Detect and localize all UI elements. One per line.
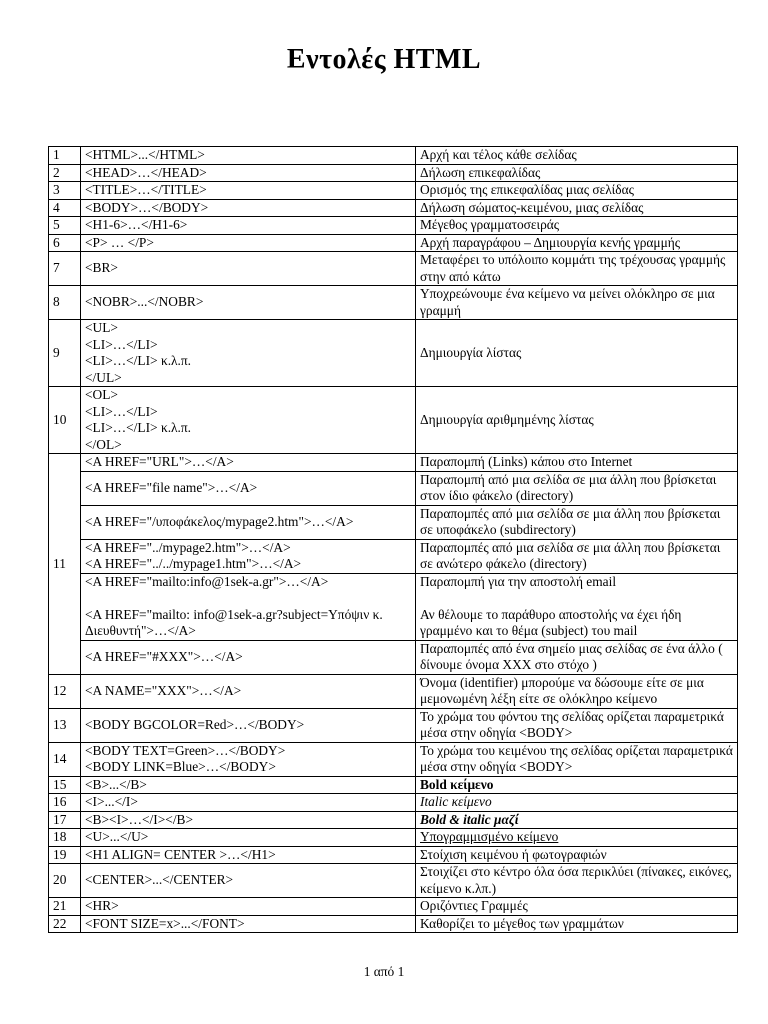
page-number: 1 από 1 (363, 964, 405, 979)
tag-line: </OL> (85, 436, 122, 452)
table-row (49, 286, 738, 320)
tag-cell: <HR> (81, 898, 416, 916)
row-number: 19 (49, 846, 81, 864)
description-cell: Καθορίζει το μέγεθος των γραμμάτων (416, 915, 738, 933)
table-row (49, 471, 738, 505)
tag-line: <BODY LINK=Blue>…</BODY> (85, 759, 276, 774)
row-number: 21 (49, 898, 81, 916)
description-cell: Δημιουργία λίστας (416, 320, 738, 387)
description-cell: Δήλωση επικεφαλίδας (416, 164, 738, 182)
description-cell: Παραπομπή (Links) κάπου στο Internet (416, 454, 738, 472)
description-cell: Δήλωση σώματος-κειμένου, μιας σελίδας (416, 199, 738, 217)
row-number: 17 (49, 811, 81, 829)
table-row (49, 217, 738, 235)
description-cell: Παραπομπές από ένα σημείο μιας σελίδας σε ένα άλλο ( δίνουμε όνομα XXX στο στόχο ) (416, 640, 738, 674)
tag-cell (81, 387, 416, 454)
tag-cell: <H1 ALIGN= CENTER >…</H1> (81, 846, 416, 864)
table-row (49, 811, 738, 829)
tag-line: <UL> (85, 320, 118, 335)
description-cell: Bold κείμενο (416, 776, 738, 794)
table-row (49, 539, 738, 573)
description-cell: Αρχή και τέλος κάθε σελίδας (416, 147, 738, 165)
description-cell: Παραπομπές από μια σελίδα σε μια άλλη που βρίσκεται σε υποφάκελο (subdirectory) (416, 505, 738, 539)
table-row (49, 164, 738, 182)
tag-line: <A HREF="mailto: info@1sek-a.gr?subject=Υπόψιν κ. Διευθυντή">…</A> (85, 606, 383, 638)
row-number: 15 (49, 776, 81, 794)
table-row (49, 387, 738, 454)
tag-cell: <HEAD>…</HEAD> (81, 164, 416, 182)
table-row (49, 573, 738, 640)
blank-line (85, 590, 411, 607)
table-row (49, 829, 738, 847)
tag-cell: <A HREF="URL">…</A> (81, 454, 416, 472)
description-line: Παραπομπή για την αποστολή email (420, 573, 617, 589)
row-number: 6 (49, 234, 81, 252)
row-number: 18 (49, 829, 81, 847)
description-cell: Υπογραμμισμένο κείμενο (416, 829, 738, 847)
tag-cell: <TITLE>…</TITLE> (81, 182, 416, 200)
row-number: 4 (49, 199, 81, 217)
description-cell: Μέγεθος γραμματοσειράς (416, 217, 738, 235)
description-cell (416, 573, 738, 640)
row-number: 7 (49, 252, 81, 286)
tag-cell: <B>...</B> (81, 776, 416, 794)
blank-line (420, 590, 733, 607)
row-number: 14 (49, 742, 81, 776)
table-row (49, 674, 738, 708)
tag-cell: <B><I>…</I></B> (81, 811, 416, 829)
tag-cell: <A HREF="/υποφάκελος/mypage2.htm">…</A> (81, 505, 416, 539)
tag-cell: <A HREF="file name">…</A> (81, 471, 416, 505)
description-cell: Bold & italic μαζί (416, 811, 738, 829)
description-cell: Δημιουργία αριθμημένης λίστας (416, 387, 738, 454)
description-cell: Όνομα (identifier) μπορούμε να δώσουμε είτε σε μια μεμονωμένη λέξη είτε σε ολόκληρο κείμενο (416, 674, 738, 708)
table-row (49, 915, 738, 933)
tag-cell: <A HREF="#XXX">…</A> (81, 640, 416, 674)
tag-cell: <BODY BGCOLOR=Red>…</BODY> (81, 708, 416, 742)
tag-cell: <NOBR>...</NOBR> (81, 286, 416, 320)
row-number: 22 (49, 915, 81, 933)
page-title: Εντολές HTML (286, 44, 482, 75)
description-line: Αν θέλουμε το παράθυρο αποστολής να έχει ήδη γραμμένο και το θέμα (subject) του mail (420, 606, 682, 638)
table-row (49, 846, 738, 864)
row-number: 8 (49, 286, 81, 320)
row-number: 16 (49, 794, 81, 812)
table-row (49, 708, 738, 742)
row-number: 9 (49, 320, 81, 387)
row-number: 12 (49, 674, 81, 708)
row-number: 10 (49, 387, 81, 454)
tag-line: <OL> (85, 387, 118, 402)
tag-cell: <BODY>…</BODY> (81, 199, 416, 217)
table-row (49, 640, 738, 674)
description-cell: Μεταφέρει το υπόλοιπο κομμάτι της τρέχουσας γραμμής στην από κάτω (416, 252, 738, 286)
tag-line: <LI>…</LI> κ.λ.π. (85, 420, 191, 435)
description-cell: Αρχή παραγράφου – Δημιουργία κενής γραμμής (416, 234, 738, 252)
table-row (49, 776, 738, 794)
row-number: 11 (49, 454, 81, 675)
table-row (49, 147, 738, 165)
row-number: 13 (49, 708, 81, 742)
description-cell: Παραπομπή από μια σελίδα σε μια άλλη που βρίσκεται στον ίδιο φάκελο (directory) (416, 471, 738, 505)
tag-line: </UL> (85, 369, 122, 385)
table-row (49, 898, 738, 916)
tag-cell (81, 320, 416, 387)
tag-line: <BODY TEXT=Green>…</BODY> (85, 742, 286, 758)
tag-cell (81, 742, 416, 776)
tag-cell: <HTML>...</HTML> (81, 147, 416, 165)
table-row (49, 742, 738, 776)
table-row (49, 234, 738, 252)
table-row (49, 794, 738, 812)
description-cell: Στοίχιση κειμένου ή φωτογραφιών (416, 846, 738, 864)
tag-line: <A HREF="mailto:info@1sek-a.gr">…</A> (85, 573, 329, 589)
table-row (49, 864, 738, 898)
tag-line: <A HREF="../../mypage1.htm">…</A> (85, 556, 302, 571)
tag-line: <LI>…</LI> κ.λ.π. (85, 353, 191, 368)
description-cell: Παραπομπές από μια σελίδα σε μια άλλη που βρίσκεται σε ανώτερο φάκελο (directory) (416, 539, 738, 573)
description-cell: Το χρώμα του κειμένου της σελίδας ορίζεται παραμετρικά μέσα στην οδηγία <BODY> (416, 742, 738, 776)
tag-cell: <CENTER>...</CENTER> (81, 864, 416, 898)
tag-cell (81, 539, 416, 573)
description-cell: Το χρώμα του φόντου της σελίδας ορίζεται παραμετρικά μέσα στην οδηγία <BODY> (416, 708, 738, 742)
description-cell: Στοιχίζει στο κέντρο όλα όσα περικλύει (πίνακες, εικόνες, κείμενο κ.λπ.) (416, 864, 738, 898)
html-commands-table (48, 146, 738, 933)
tag-cell: <P> … </P> (81, 234, 416, 252)
table-row (49, 454, 738, 472)
description-cell: Υποχρεώνουμε ένα κείμενο να μείνει ολόκληρο σε μια γραμμή (416, 286, 738, 320)
tag-line: <LI>…</LI> (85, 403, 158, 419)
tag-cell: <I>...</I> (81, 794, 416, 812)
tag-cell: <H1-6>…</H1-6> (81, 217, 416, 235)
tag-cell: <A NAME="XXX">…</A> (81, 674, 416, 708)
tag-cell: <U>...</U> (81, 829, 416, 847)
tag-line: <LI>…</LI> (85, 336, 158, 352)
tag-cell: <BR> (81, 252, 416, 286)
row-number: 5 (49, 217, 81, 235)
table-row (49, 199, 738, 217)
table-row (49, 505, 738, 539)
tag-line: <A HREF="../mypage2.htm">…</A> (85, 539, 291, 555)
tag-cell (81, 573, 416, 640)
table-row (49, 182, 738, 200)
description-cell: Italic κείμενο (416, 794, 738, 812)
description-cell: Οριζόντιες Γραμμές (416, 898, 738, 916)
table-row (49, 252, 738, 286)
row-number: 1 (49, 147, 81, 165)
row-number: 2 (49, 164, 81, 182)
row-number: 20 (49, 864, 81, 898)
row-number: 3 (49, 182, 81, 200)
tag-cell: <FONT SIZE=x>...</FONT> (81, 915, 416, 933)
table-row (49, 320, 738, 387)
description-cell: Ορισμός της επικεφαλίδας μιας σελίδας (416, 182, 738, 200)
